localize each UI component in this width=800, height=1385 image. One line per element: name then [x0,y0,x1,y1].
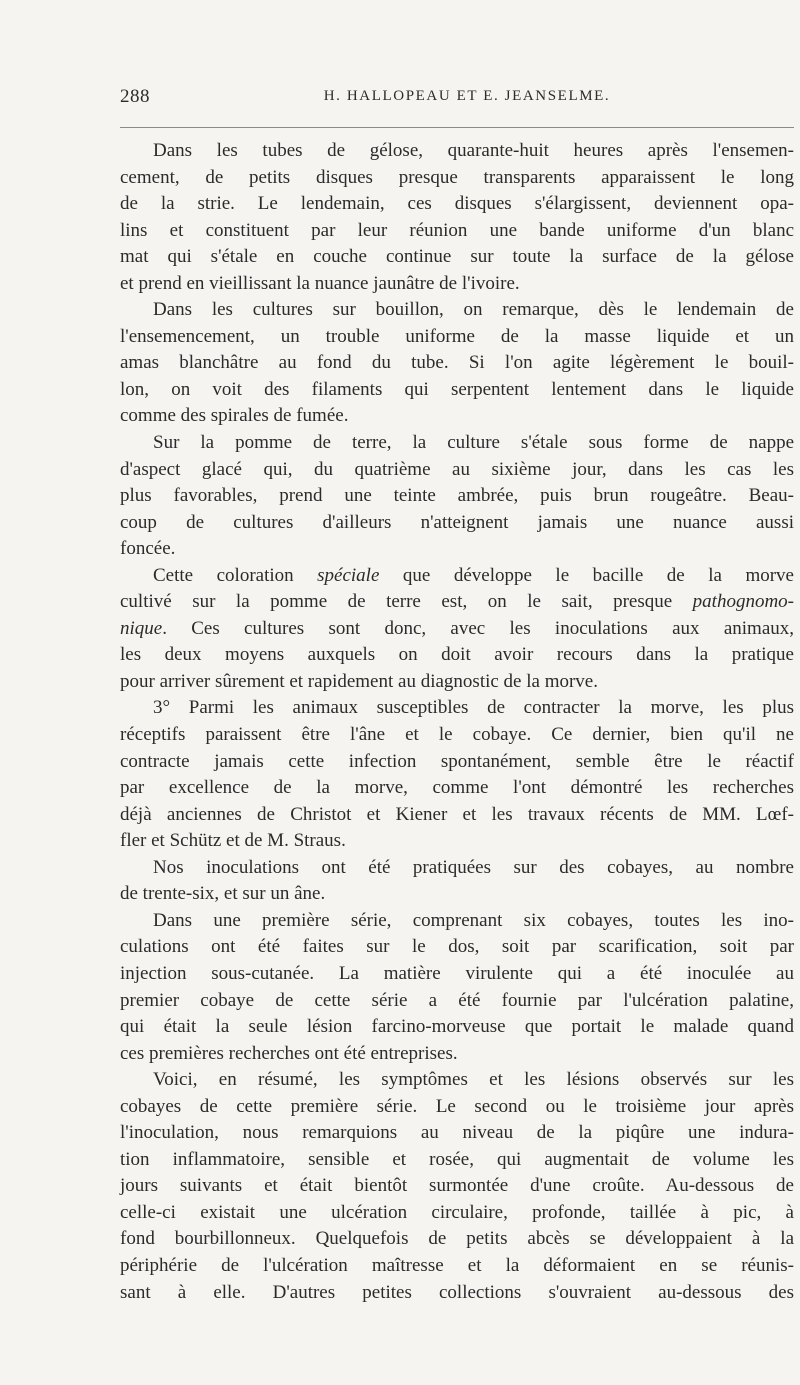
text-line: culations ont été faites sur le dos, soit par scarification, soit par [120,936,794,958]
text-segment: Cette coloration [153,564,318,586]
text-line: qui était la seule lésion farcino-morveuse que portait le malade quand [120,1016,794,1038]
text-line: coup de cultures d'ailleurs n'atteignent jamais une nuance aussi [120,511,794,533]
italic-text: nique [120,617,163,639]
text-line: les deux moyens auxquels on doit avoir recours dans la pratique [120,644,794,666]
text-line [120,616,794,643]
text-line: de la strie. Le lendemain, ces disques s'élargissent, deviennent opa- [120,193,794,215]
text-line: réceptifs paraissent être l'âne et le cobaye. Ce dernier, bien qu'il ne [120,724,794,746]
text-line: plus favorables, prend une teinte ambrée, puis brun rougeâtre. Beau- [120,485,794,507]
text-line: déjà anciennes de Christot et Kiener et les travaux récents de MM. Lœf- [120,803,794,825]
text-line: tion inflammatoire, sensible et rosée, qui augmentait de volume les [120,1148,794,1170]
text-line: par excellence de la morve, comme l'ont démontré les recherches [120,777,794,799]
text-line: contracte jamais cette infection spontanément, semble être le réactif [120,750,794,772]
text-line: Sur la pomme de terre, la culture s'étale sous forme de nappe [153,432,794,454]
text-line: lon, on voit des filaments qui serpentent lentement dans le liquide [120,378,794,400]
text-line: jours suivants et était bientôt surmontée d'une croûte. Au-dessous de [120,1175,794,1197]
text-line: celle-ci existait une ulcération circulaire, profonde, taillée à pic, à [120,1201,794,1223]
text-line: lins et constituent par leur réunion une bande uniforme d'un blanc [120,219,794,241]
text-line: fond bourbillonneux. Quelquefois de petits abcès se développaient à la [120,1228,794,1250]
header-rule [120,127,794,128]
italic-text: pathognomo- [692,591,794,613]
text-line: d'aspect glacé qui, du quatrième au sixième jour, dans les cas les [120,458,794,480]
text-line: mat qui s'étale en couche continue sur toute la surface de la gélose [120,246,794,268]
text-segment: cultivé sur la pomme de terre est, on le sait, presque [120,591,693,613]
text-line: l'ensemencement, un trouble uniforme de la masse liquide et un [120,325,794,347]
text-line: fler et Schütz et de M. Straus. [120,830,346,852]
italic-text: spéciale [317,564,380,586]
body-text [120,138,794,1306]
page-header [120,86,794,112]
text-line: premier cobaye de cette série a été fournie par l'ulcération palatine, [120,989,794,1011]
text-line: et prend en vieillissant la nuance jaunâtre de l'ivoire. [120,272,520,294]
text-line: ces premières recherches ont été entreprises. [120,1042,458,1064]
text-line: injection sous-cutanée. La matière virulente qui a été inoculée au [120,962,794,984]
text-line [120,563,794,590]
text-line [120,589,794,616]
text-segment: que développe le bacille de la morve [379,564,794,586]
text-line: sant à elle. D'autres petites collections s'ouvraient au-dessous des [120,1281,794,1303]
text-line: cement, de petits disques presque transparents apparaissent le long [120,166,794,188]
text-line: pour arriver sûrement et rapidement au diagnostic de la morve. [120,670,598,692]
text-line: foncée. [120,538,176,560]
text-line: Nos inoculations ont été pratiquées sur des cobayes, au nombre [153,856,794,878]
page-number: 288 [120,86,150,107]
text-line: Dans les tubes de gélose, quarante-huit heures après l'ensemen- [153,140,794,161]
text-line: amas blanchâtre au fond du tube. Si l'on agite légèrement le bouil- [120,352,794,374]
text-line: périphérie de l'ulcération maîtresse et la déformaient en se réunis- [120,1254,794,1276]
text-line: 3° Parmi les animaux susceptibles de contracter la morve, les plus [153,697,794,719]
text-line: de trente-six, et sur un âne. [120,883,326,905]
running-head: H. HALLOPEAU ET E. JEANSELME. [323,88,611,104]
text-line: Dans les cultures sur bouillon, on remarque, dès le lendemain de [153,299,794,321]
text-line: Dans une première série, comprenant six cobayes, toutes les ino- [153,909,794,931]
text-line: cobayes de cette première série. Le second ou le troisième jour après [120,1095,794,1117]
text-line: l'inoculation, nous remarquions au niveau de la piqûre une indura- [120,1122,794,1144]
text-line: Voici, en résumé, les symptômes et les lésions observés sur les [153,1069,794,1091]
text-segment: . Ces cultures sont donc, avec les inoculations aux animaux, [162,617,794,639]
text-line: comme des spirales de fumée. [120,405,349,427]
